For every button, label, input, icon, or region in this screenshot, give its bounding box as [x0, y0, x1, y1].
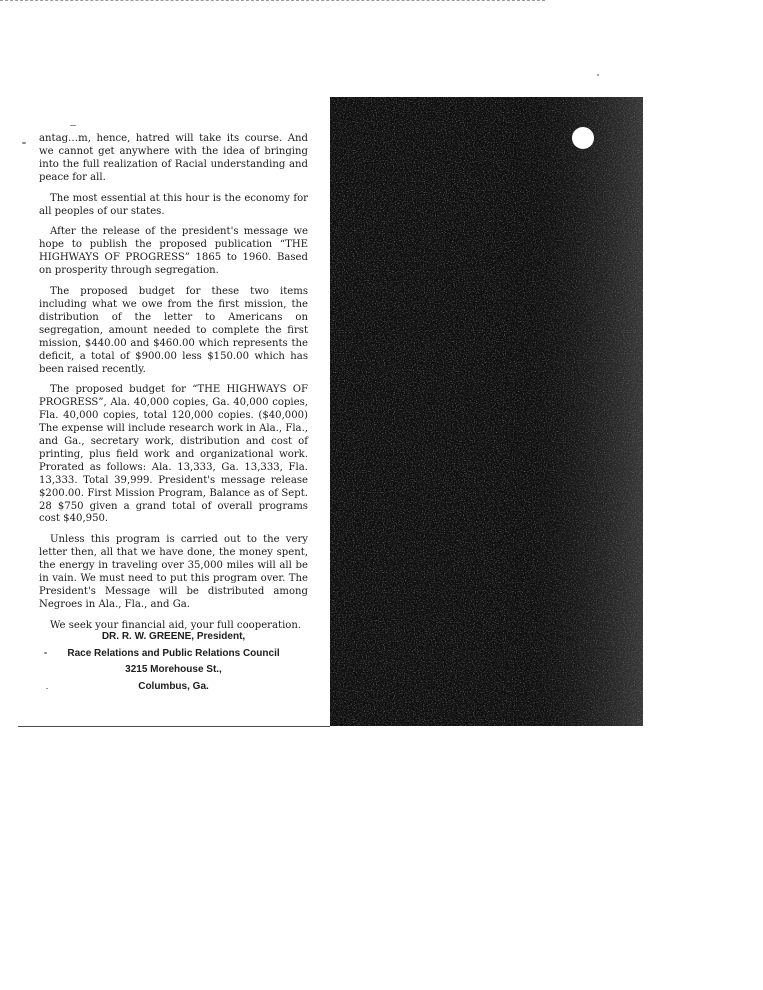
- paragraph-3: After the release of the president's message we hope to publish the proposed publication “THE HIGHWAYS OF PROGRESS” 1865 to 1960. Based on prosperity through segregation.: [39, 226, 308, 277]
- dark-photograph: [330, 97, 643, 726]
- white-dot-mark: [572, 127, 594, 149]
- paragraph-7: We seek your financial aid, your full cooperation.: [50, 619, 302, 631]
- paragraph-5: The proposed budget for “THE HIGHWAYS OF PROGRESS”, Ala. 40,000 copies, Ga. 40,000 copies, Fla. 40,000 copies, total 120,000 copies. ($40,000) The expense will include research work in Ala., Fla., and Ga., secretary work, distribution and cost of printing, plus field work and organizational work. Prorated as follows: Ala. 13,333, Ga. 13,333, Fla. 13,333. Total 39,999. President's message release $200.00. First Mission Program, Balance as of Sept. 28 $750 given a grand total of overall programs cost $40,950.: [39, 384, 308, 525]
- signature-city: Columbus, Ga.: [138, 680, 209, 692]
- signature-name: DR. R. W. GREENE, President,: [101, 631, 246, 642]
- paragraph-6: Unless this program is carried out to the very letter then, all that we have done, the money spent, the energy in traveling over 35,000 miles will all be in vain. We must need to put this program over. The President's Message will be distributed among Negroes in Ala., Fla., and Ga.: [39, 534, 308, 610]
- signature-block: [39, 629, 308, 695]
- bottom-edge-line: [18, 726, 330, 727]
- paragraph-2: The most essential at this hour is the economy for all peoples of our states.: [39, 192, 308, 217]
- speck: [22, 142, 26, 144]
- signature-organization: Race Relations and Public Relations Council: [67, 647, 280, 659]
- speck: [44, 652, 47, 654]
- speck: [597, 74, 599, 76]
- speck: [46, 688, 48, 689]
- top-edge-dashes: [0, 0, 545, 1]
- signature-street: 3215 Morehouse St.,: [125, 664, 222, 675]
- letter-body: [39, 133, 308, 641]
- photo-grain-texture: [330, 97, 643, 726]
- paragraph-1: antag…m, hence, hatred will take its course. And we cannot get anywhere with the idea of bringing into the full realization of Racial understanding and peace for all.: [39, 133, 308, 183]
- paragraph-4: The proposed budget for these two items including what we owe from the first mission, the distribution of the letter to Americans on segregation, amount needed to complete the first mission, $440.00 and $460.00 which represents the deficit, a total of $900.00 less $150.00 which has been raised recently.: [39, 286, 308, 375]
- speck: [70, 125, 76, 126]
